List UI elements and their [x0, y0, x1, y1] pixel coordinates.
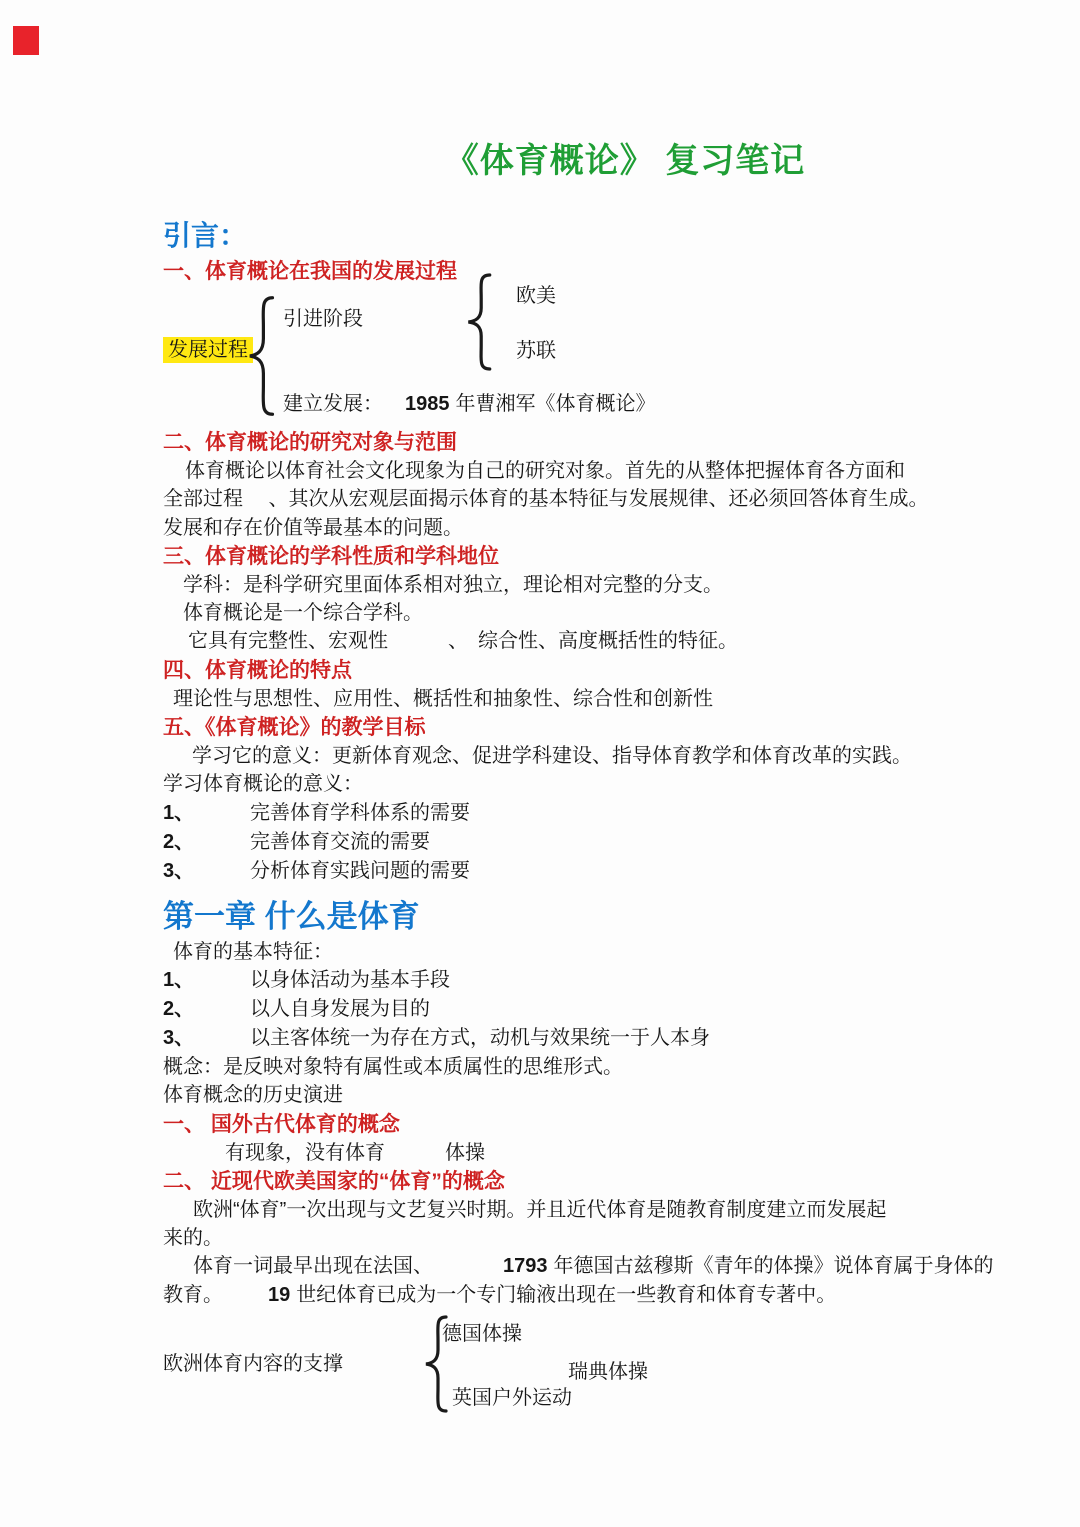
- diagram-stage-label: 引进阶段: [283, 308, 363, 330]
- list-item-text: 完善体育交流的需要: [250, 830, 430, 853]
- document-title: 《体育概论》 复习笔记: [444, 142, 806, 180]
- feature-item: [163, 966, 1000, 995]
- european-sport-content-diagram: [163, 1309, 1000, 1427]
- paragraph-line: 发展和存在价值等最基本的问题。: [163, 516, 463, 539]
- chapter1-heading: 第一章 什么是体育: [163, 898, 420, 934]
- paragraph-segment: 年德国古兹穆斯《青年的体操》说体育属于身体的: [553, 1255, 994, 1278]
- paragraph-line: 体育的基本特征：: [173, 940, 333, 963]
- diagram-establish-rest: 年曹湘军《体育概论》: [455, 393, 656, 415]
- feature-text: 以身体活动为基本手段: [250, 968, 450, 991]
- chapter1-section1-heading: 一、 国外古代体育的概念: [163, 1112, 400, 1136]
- feature-number: 2、: [163, 997, 195, 1020]
- feature-number: 3、: [163, 1026, 195, 1049]
- feature-text: 以主客体统一为存在方式，动机与效果统一于人本身: [250, 1026, 710, 1049]
- diagram-root-highlight: 发展过程: [163, 337, 253, 363]
- paragraph-line: 来的。: [163, 1227, 223, 1250]
- feature-text: 以人自身发展为目的: [250, 997, 430, 1020]
- paragraph-line: [163, 1281, 1000, 1309]
- paragraph-line: 欧洲“体育”一次出现与文艺复兴时期。并且近代体育是随教育制度建立而发展起: [193, 1198, 887, 1221]
- feature-item: [163, 995, 1000, 1024]
- paragraph-segment: 世纪体育已成为一个专门输液出现在一些教育和体育专著中。: [296, 1283, 837, 1306]
- paragraph-line: 学习体育概论的意义：: [163, 773, 363, 796]
- intro-section2-heading: 二、体育概论的研究对象与范围: [163, 431, 457, 454]
- paragraph-segment: 教育。: [163, 1283, 223, 1306]
- feature-number: 1、: [163, 968, 195, 991]
- paragraph-line: 学习它的意义：更新体育观念、促进学科建设、指导体育教学和体育改革的实践。: [192, 745, 912, 768]
- paragraph-line: 有现象，没有体育 体操: [225, 1141, 485, 1164]
- intro-heading: 引言：: [163, 220, 248, 251]
- year-1793: 1793: [503, 1255, 548, 1278]
- paragraph-line: 理论性与思想性、应用性、概括性和抽象性、综合性和创新性: [173, 687, 713, 710]
- year-19: 19: [268, 1283, 291, 1306]
- diagram-leaf-swedish: 瑞典体操: [568, 1361, 648, 1384]
- paragraph-segment: 体育一词最早出现在法国、: [193, 1255, 433, 1278]
- list-item-number: 3、: [163, 859, 195, 882]
- paragraph-line: 概念：是反映对象特有属性或本质属性的思维形式。: [163, 1055, 623, 1078]
- diagram-leaf-europe-us: 欧美: [516, 285, 556, 307]
- diagram-leaf-soviet: 苏联: [516, 340, 556, 362]
- diagram-establish-line: [283, 392, 656, 416]
- chapter1-section2-heading: 二、 近现代欧美国家的“体育”的概念: [163, 1169, 505, 1193]
- diagram-root-label: 欧洲体育内容的支撑: [163, 1353, 343, 1376]
- left-brace-icon: [243, 294, 277, 418]
- diagram-leaf-british: 英国户外运动: [452, 1387, 572, 1410]
- list-item-number: 1、: [163, 801, 195, 824]
- left-brace-icon: [462, 272, 494, 372]
- list-item: [163, 799, 1000, 828]
- development-process-diagram: [163, 286, 1000, 428]
- intro-section5-heading: 五、《体育概论》的教学目标: [163, 716, 426, 740]
- red-marker: [13, 26, 39, 55]
- intro-section3-heading: 三、体育概论的学科性质和学科地位: [163, 544, 499, 568]
- list-item-number: 2、: [163, 830, 195, 853]
- paragraph-line: 体育概念的历史演进: [163, 1084, 343, 1107]
- paragraph-line: 学科：是科学研究里面体系相对独立，理论相对完整的分支。: [183, 573, 723, 596]
- list-item-text: 分析体育实践问题的需要: [250, 859, 470, 882]
- diagram-establish-label: 建立发展：: [283, 393, 383, 415]
- diagram-leaf-german: 德国体操: [442, 1323, 522, 1346]
- diagram-establish-year: 1985: [405, 393, 450, 415]
- paragraph-line: 全部过程 、其次从宏观层面揭示体育的基本特征与发展规律、还必须回答体育生成。: [163, 488, 929, 511]
- feature-item: [163, 1024, 1000, 1053]
- intro-section4-heading: 四、体育概论的特点: [163, 658, 352, 682]
- list-item-text: 完善体育学科体系的需要: [250, 801, 470, 824]
- list-item: [163, 857, 1000, 886]
- intro-section1-heading: 一、体育概论在我国的发展过程: [163, 260, 457, 283]
- paragraph-line: [163, 1252, 1000, 1280]
- paragraph-line: 它具有完整性、宏观性 、 综合性、高度概括性的特征。: [188, 630, 738, 653]
- paragraph-line: 体育概论以体育社会文化现象为自己的研究对象。首先的从整体把握体育各方面和: [185, 460, 905, 482]
- paragraph-line: 体育概论是一个综合学科。: [183, 602, 423, 625]
- list-item: [163, 828, 1000, 857]
